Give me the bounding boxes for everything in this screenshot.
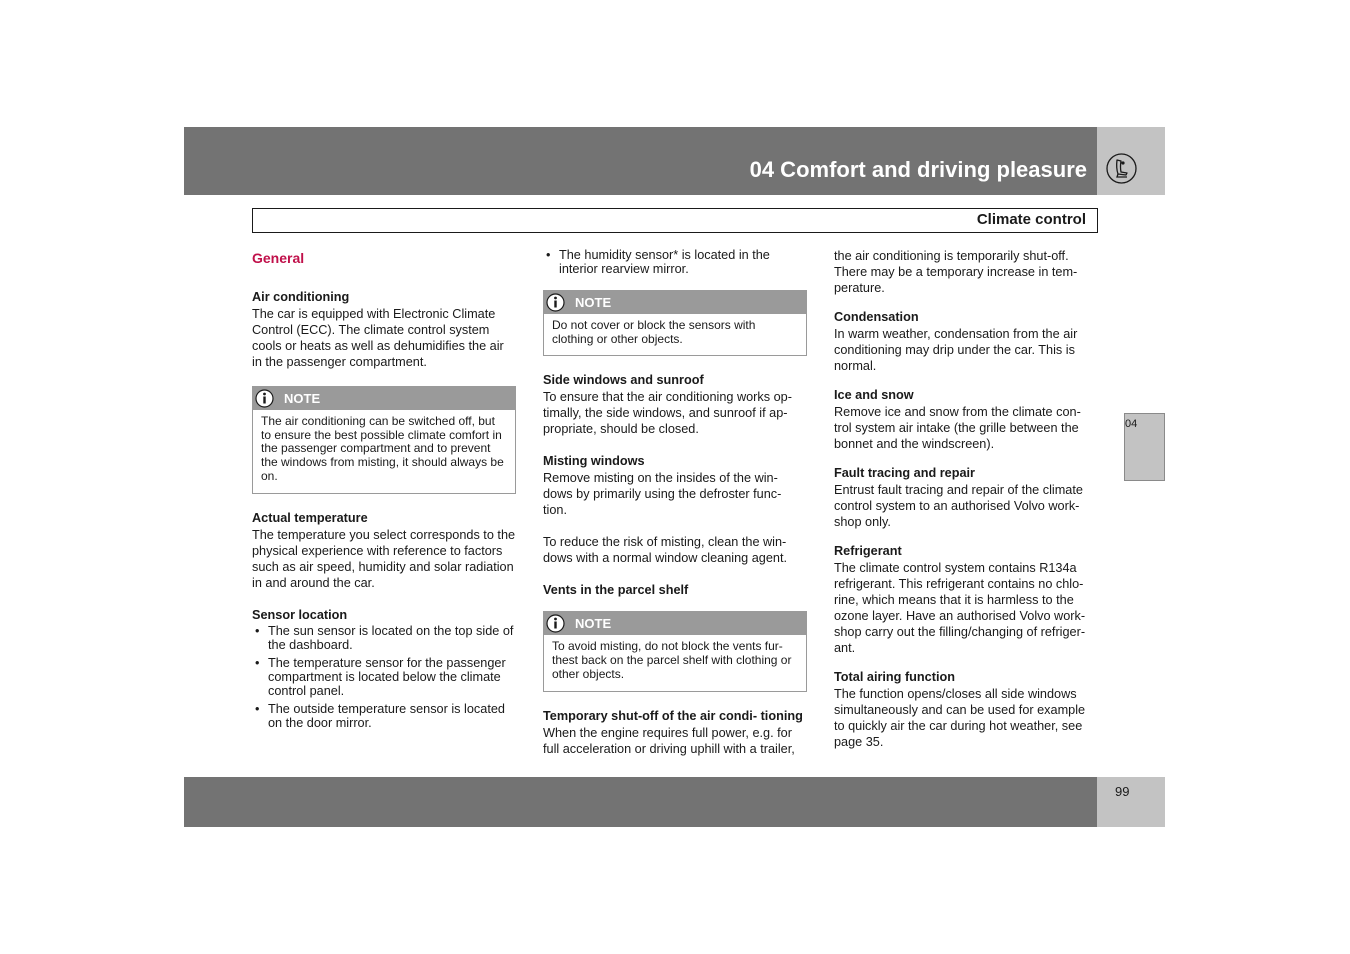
fault-tracing-title: Fault tracing and repair — [834, 466, 975, 480]
list-item: • The outside temperature sensor is located on the door mirror. — [252, 702, 516, 730]
footer-bar — [184, 777, 1097, 827]
note-label: NOTE — [284, 391, 321, 406]
refrigerant-text: The climate control system contains R134a refrigerant. This refrigerant contains no chlo- rine, which means that it is harmless to the ozone layer. Have an authorised Volvo work- shop carry out the filling/changing of refriger- ant. — [834, 561, 1086, 655]
side-windows-title: Side windows and sunroof — [543, 373, 704, 388]
fault-tracing-text: Entrust fault tracing and repair of the climate control system to an authorised Volvo work- shop only. — [834, 483, 1083, 529]
chapter-side-tab-label: 04 — [1125, 418, 1138, 430]
temporary-shutoff-title: Temporary shut-off of the air condi- tioning — [543, 708, 803, 723]
refrigerant-title: Refrigerant — [834, 544, 902, 558]
misting-windows-text-1: Remove misting on the insides of the win- dows by primarily using the defroster func- tion. — [543, 471, 782, 518]
air-conditioning-text: The car is equipped with Electronic Climate Control (ECC). The climate control system cools or heats as well as dehumidifies the air in the passenger compartment. — [252, 307, 504, 369]
note-label: NOTE — [575, 295, 612, 310]
note-box-2 — [543, 290, 807, 356]
note-header — [544, 291, 806, 314]
list-item: • The sun sensor is located on the top side of the dashboard. — [252, 624, 516, 652]
misting-windows-title: Misting windows — [543, 454, 645, 469]
general-heading: General — [252, 250, 305, 266]
condensation-text: In warm weather, condensation from the air conditioning may drip under the car. This is normal. — [834, 327, 1078, 373]
total-airing-title: Total airing function — [834, 670, 955, 684]
sensor-location-title: Sensor location — [252, 607, 348, 622]
side-windows-text: To ensure that the air conditioning works op- timally, the side windows, and sunroof if ap- propriate, should be closed. — [543, 390, 792, 437]
note-label: NOTE — [575, 616, 612, 632]
note-header — [253, 387, 515, 410]
actual-temperature-title: Actual temperature — [252, 510, 368, 525]
note-text: Do not cover or block the sensors with clothing or other objects. — [552, 318, 756, 346]
page-number: 99 — [1115, 784, 1130, 799]
column-3 — [834, 248, 1098, 766]
list-item: • The humidity sensor* is located in the interior rearview mirror. — [543, 248, 807, 276]
ice-snow-text: Remove ice and snow from the climate con- trol system air intake (the grille between the bonnet and the windscreen). — [834, 405, 1081, 451]
seat-icon — [1106, 153, 1137, 184]
note-text: The air conditioning can be switched off, but to ensure the best possible climate comfort in the passenger compartment and to prevent the windows from misting, it should always be on. — [261, 414, 504, 483]
shutoff-continued-text: the air conditioning is temporarily shut-off. There may be a temporary increase in tem- perature. — [834, 249, 1078, 295]
vents-title: Vents in the parcel shelf — [543, 583, 689, 598]
sensor-list — [252, 624, 516, 730]
chapter-title: 04 Comfort and driving pleasure — [749, 157, 1087, 182]
info-icon — [546, 293, 565, 312]
note-header — [544, 612, 806, 635]
total-airing-text: The function opens/closes all side windows simultaneously and can be used for example to quickly air the car during hot weather, see page 35. — [834, 687, 1086, 749]
column-1 — [252, 248, 516, 746]
info-icon — [546, 614, 565, 633]
column-2 — [543, 248, 807, 773]
air-conditioning-title: Air conditioning — [252, 290, 350, 304]
note-box-1 — [252, 386, 516, 494]
condensation-title: Condensation — [834, 310, 919, 324]
section-title: Climate control — [976, 211, 1086, 228]
ice-snow-title: Ice and snow — [834, 388, 914, 402]
list-item: • The temperature sensor for the passenger compartment is located below the climate control panel. — [252, 656, 516, 698]
actual-temperature-text: The temperature you select corresponds to the physical experience with reference to factors such as air speed, humidity and solar radiation in and around the car. — [252, 527, 516, 590]
misting-windows-text-2: To reduce the risk of misting, clean the win- dows with a normal window cleaning agent. — [543, 535, 788, 566]
note-box-3 — [543, 611, 807, 691]
info-icon — [255, 389, 274, 408]
page-number-box — [1097, 777, 1165, 827]
temporary-shutoff-text: When the engine requires full power, e.g. for full acceleration or driving uphill with a trailer, — [543, 725, 795, 756]
note-text: To avoid misting, do not block the vents fur- thest back on the parcel shelf with clothing or other objects. — [552, 639, 792, 681]
sensor-list-continued — [543, 248, 807, 276]
